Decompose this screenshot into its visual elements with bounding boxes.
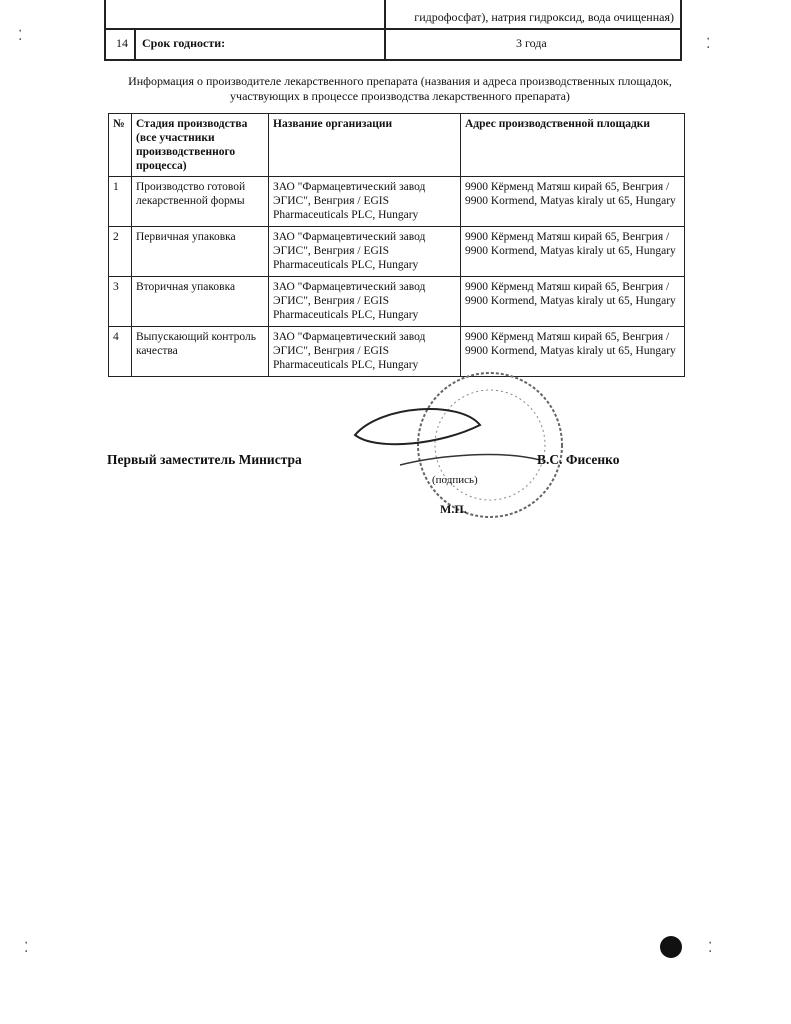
- column-header-organization: Название организации: [269, 114, 461, 177]
- production-stage: Выпускающий контроль качества: [132, 327, 269, 377]
- row-number: 14: [116, 36, 128, 50]
- continuation-table: [104, 0, 682, 60]
- table-row: [109, 177, 685, 227]
- stamp-mark: М.П.: [440, 502, 467, 516]
- manufacturer-info-heading: Информация о производителе лекарственного препарата (названия и адреса производственных площадок, участвующих в процессе производства лекарственного препарата): [128, 74, 672, 103]
- organization-name: ЗАО "Фармацевтический завод ЭГИС", Венгрия / EGIS Pharmaceuticals PLC, Hungary: [269, 177, 461, 227]
- signatory-position: Первый заместитель Министра: [107, 452, 302, 467]
- signatory-name: В.С. Фисенко: [537, 452, 620, 467]
- column-header-address: Адрес производственной площадки: [461, 114, 685, 177]
- row-number: 1: [109, 177, 132, 227]
- row-number: 2: [109, 227, 132, 277]
- shelf-life-value: 3 года: [516, 36, 547, 50]
- site-address: 9900 Кёрменд Матяш кирай 65, Венгрия / 9900 Kormend, Matyas kiraly ut 65, Hungary: [461, 177, 685, 227]
- table-row: [109, 227, 685, 277]
- row-number: 3: [109, 277, 132, 327]
- continuation-text: гидрофосфат), натрия гидроксид, вода очищенная): [414, 10, 674, 24]
- column-header-stage: Стадия производства (все участники производственного процесса): [132, 114, 269, 177]
- scan-mark: ⁚: [24, 941, 29, 956]
- scan-mark: ⁚: [18, 29, 23, 44]
- organization-name: ЗАО "Фармацевтический завод ЭГИС", Венгрия / EGIS Pharmaceuticals PLC, Hungary: [269, 277, 461, 327]
- signature-caption: (подпись): [432, 474, 478, 486]
- shelf-life-label: Срок годности:: [142, 36, 226, 50]
- scan-mark: ⁚: [708, 941, 713, 956]
- site-address: 9900 Кёрменд Матяш кирай 65, Венгрия / 9900 Kormend, Matyas kiraly ut 65, Hungary: [461, 227, 685, 277]
- table-header-row: [109, 114, 685, 177]
- production-stage: Первичная упаковка: [132, 227, 269, 277]
- production-stage: Производство готовой лекарственной формы: [132, 177, 269, 227]
- site-address: 9900 Кёрменд Матяш кирай 65, Венгрия / 9900 Kormend, Matyas kiraly ut 65, Hungary: [461, 277, 685, 327]
- column-header-number: №: [109, 114, 132, 177]
- site-address: 9900 Кёрменд Матяш кирай 65, Венгрия / 9900 Kormend, Matyas kiraly ut 65, Hungary: [461, 327, 685, 377]
- official-stamp: [340, 365, 570, 525]
- scan-mark: ⁚: [706, 37, 711, 52]
- row-number: 4: [109, 327, 132, 377]
- scan-dot: [660, 936, 682, 958]
- organization-name: ЗАО "Фармацевтический завод ЭГИС", Венгрия / EGIS Pharmaceuticals PLC, Hungary: [269, 327, 461, 377]
- table-row: [109, 277, 685, 327]
- manufacturer-table: [108, 113, 685, 377]
- production-stage: Вторичная упаковка: [132, 277, 269, 327]
- organization-name: ЗАО "Фармацевтический завод ЭГИС", Венгрия / EGIS Pharmaceuticals PLC, Hungary: [269, 227, 461, 277]
